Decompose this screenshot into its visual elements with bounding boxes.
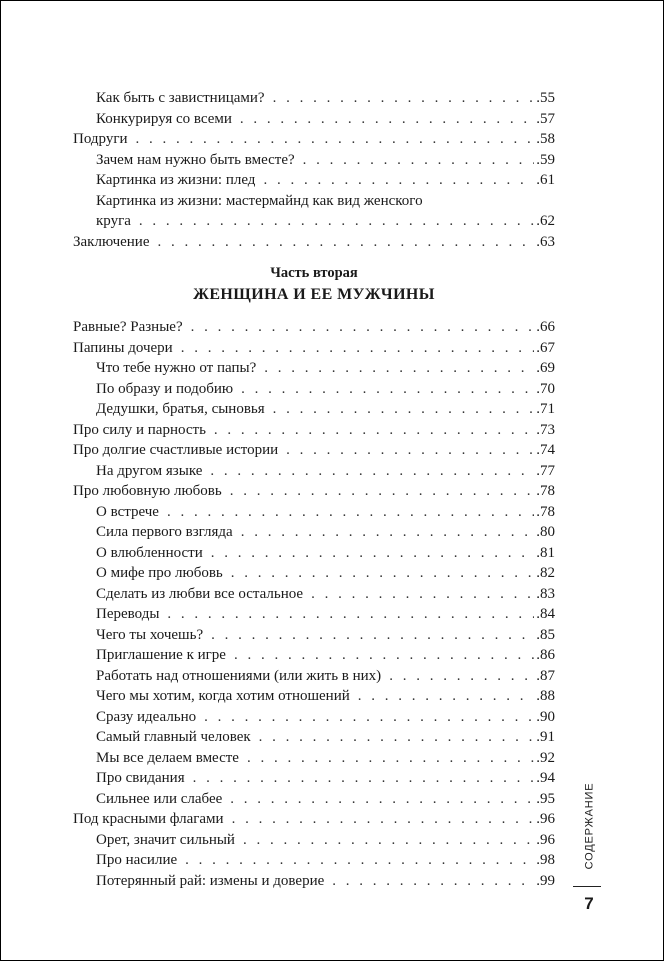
dot-leader [273,399,535,420]
toc-entry-title: Переводы [96,606,160,622]
toc-entry-title: Орет, значит сильный [96,831,235,848]
part-title: ЖЕНЩИНА И ЕЕ МУЖЧИНЫ [193,286,435,303]
toc-entry-page: .98 [536,852,555,868]
dot-leader [303,150,535,171]
toc-entry [73,748,555,769]
dot-leader [389,666,534,687]
toc-entry-page: .84 [536,606,555,622]
toc-entry-page: .82 [536,565,555,581]
toc-entry [73,604,555,625]
toc-entry [73,481,555,502]
dot-leader [136,129,535,150]
dot-leader [210,461,534,482]
toc-entry [73,666,555,687]
toc-entry-page: .77 [536,462,555,479]
toc-entry-page: .55 [536,90,555,106]
toc-entry-title: Чего мы хотим, когда хотим отношений [96,688,350,704]
toc-entry-page: .91 [536,729,555,745]
dot-leader [230,481,535,502]
toc-entry [73,461,555,482]
toc-entry-page: .62 [536,213,555,229]
toc-entry-continuation [73,211,555,232]
toc-entry-title: Равные? Разные? [73,319,183,335]
toc-entry-title: Подруги [73,131,128,147]
toc-entry-title: О мифе про любовь [96,565,223,581]
dot-leader [167,502,534,523]
dot-leader [211,543,535,564]
toc-entry-title: Сделать из любви все остальное [96,585,304,602]
toc-entry-page: .63 [536,233,555,250]
dot-leader [263,170,534,191]
dot-leader [241,379,534,400]
toc-entry-title: По образу и подобию [96,380,234,397]
toc-entry-title: Заключение [73,233,150,250]
toc-entry-page: .88 [536,688,555,704]
toc-entry-page: .74 [536,442,555,458]
dot-leader [139,211,534,232]
toc-entry-page: .86 [536,647,555,663]
toc-entry-title: Картинка из жизни: плед [96,172,256,188]
side-rule-divider [573,886,601,887]
toc-entry [73,109,555,130]
toc-entry-page: .85 [536,626,555,643]
toc-entry-page: .87 [536,667,555,684]
toc-entry-title: Как быть с завистницами? [96,90,265,106]
toc-entry-title: Самый главный человек [96,729,251,745]
toc-entry [73,502,555,523]
toc-entry-title: Про свидания [96,770,185,786]
toc-entry-title-continuation: круга [96,213,131,229]
toc-entry [73,584,555,605]
toc-entry-title: Что тебе нужно от папы? [96,360,257,376]
section-side-label [579,776,599,876]
dot-leader [211,625,534,646]
toc-entry-title: На другом языке [96,462,203,479]
toc-entry-page: .67 [536,339,555,356]
toc-entry-page: .80 [536,524,555,540]
toc-entry [73,707,555,728]
toc-list-top [73,88,555,252]
toc-entry-title: Про долгие счастливые истории [73,442,279,458]
dot-leader [259,727,535,748]
toc-entry [73,522,555,543]
toc-entry-title: Сразу идеально [96,708,197,725]
toc-entry-title: Папины дочери [73,339,173,356]
toc-entry [73,379,555,400]
toc-entry [73,645,555,666]
toc-entry [73,440,555,461]
toc-entry [73,830,555,851]
part-heading [73,264,555,306]
toc-entry [73,232,555,253]
toc-entry-title: Про силу и парность [73,421,206,438]
toc-entry-title: Сила первого взгляда [96,524,233,540]
dot-leader [231,563,534,584]
toc-entry-page: .69 [536,360,555,376]
dot-leader [240,109,534,130]
toc-entry-title: Сильнее или слабее [96,790,223,807]
toc-entry-title: Под красными флагами [73,811,224,827]
toc-entry-title: Работать над отношениями (или жить в них) [96,667,382,684]
toc-entry [73,809,555,830]
toc-entry [73,191,555,212]
toc-entry-title: О влюбленности [96,544,203,561]
toc-entry [73,317,555,338]
toc-entry-page: .59 [536,151,555,168]
toc-entry [73,338,555,359]
dot-leader [167,604,534,625]
toc-entry-page: .61 [536,172,555,188]
toc-entry-page: .95 [536,790,555,807]
toc-entry-page: .83 [536,585,555,602]
toc-entry-title: Потерянный рай: измены и доверие [96,872,325,889]
toc-entry-page: .78 [536,503,555,520]
toc-entry-title: Мы все делаем вместе [96,749,239,766]
toc-entry [73,789,555,810]
toc-entry [73,358,555,379]
toc-entry [73,625,555,646]
toc-entry [73,399,555,420]
toc-entry-title: Конкурируя со всеми [96,110,232,127]
dot-leader [264,358,534,379]
toc-entry-page: .99 [536,872,555,889]
toc-entry-title: Чего ты хочешь? [96,626,204,643]
dot-leader [273,88,535,109]
toc-entry-page: .58 [536,131,555,147]
toc-entry [73,88,555,109]
toc-entry [73,170,555,191]
toc-entry-title: О встрече [96,503,159,520]
dot-leader [234,645,534,666]
dot-leader [230,789,534,810]
dot-leader [286,440,534,461]
dot-leader [204,707,534,728]
toc-entry-page: .73 [536,421,555,438]
toc-entry-page: .94 [536,770,555,786]
toc-entry [73,871,555,892]
toc-entry-title: Про любовную любовь [73,483,222,499]
toc-entry-page: .96 [536,811,555,827]
toc-entry-page: .66 [536,319,555,335]
dot-leader [243,830,534,851]
dot-leader [232,809,535,830]
toc-entry-page: .81 [536,544,555,561]
dot-leader [191,317,535,338]
toc-entry-title: Зачем нам нужно быть вместе? [96,151,295,168]
toc-entry [73,150,555,171]
toc-entry-page: .70 [536,380,555,397]
toc-entry [73,686,555,707]
dot-leader [193,768,535,789]
toc-entry-title: Дедушки, братья, сыновья [96,401,265,417]
toc-entry [73,129,555,150]
toc-entry-title: Про насилие [96,852,178,868]
dot-leader [241,522,535,543]
dot-leader [247,748,534,769]
part-label: Часть вторая [270,265,358,281]
toc-entry-title: Картинка из жизни: мастермайнд как вид женского [96,192,423,209]
toc-entry [73,420,555,441]
toc-entry-page: .96 [536,831,555,848]
toc-entry [73,768,555,789]
dot-leader [332,871,534,892]
dot-leader [358,686,534,707]
toc-entry-page: .57 [536,110,555,127]
toc-entry-page: .71 [536,401,555,417]
toc-entry [73,543,555,564]
toc-entry-page: .92 [536,749,555,766]
toc-entry-page: .90 [536,708,555,725]
section-side-label-text: СОДЕРЖАНИЕ [583,782,596,870]
dot-leader [311,584,534,605]
toc-entry-title: Приглашение к игре [96,647,226,663]
page-number: 7 [584,894,594,913]
dot-leader [158,232,535,253]
toc-entry [73,727,555,748]
toc-entry [73,850,555,871]
toc-entry [73,563,555,584]
dot-leader [181,338,535,359]
dot-leader [185,850,534,871]
toc-entry-page: .78 [536,483,555,499]
dot-leader [214,420,534,441]
toc-list-bottom [73,317,555,891]
